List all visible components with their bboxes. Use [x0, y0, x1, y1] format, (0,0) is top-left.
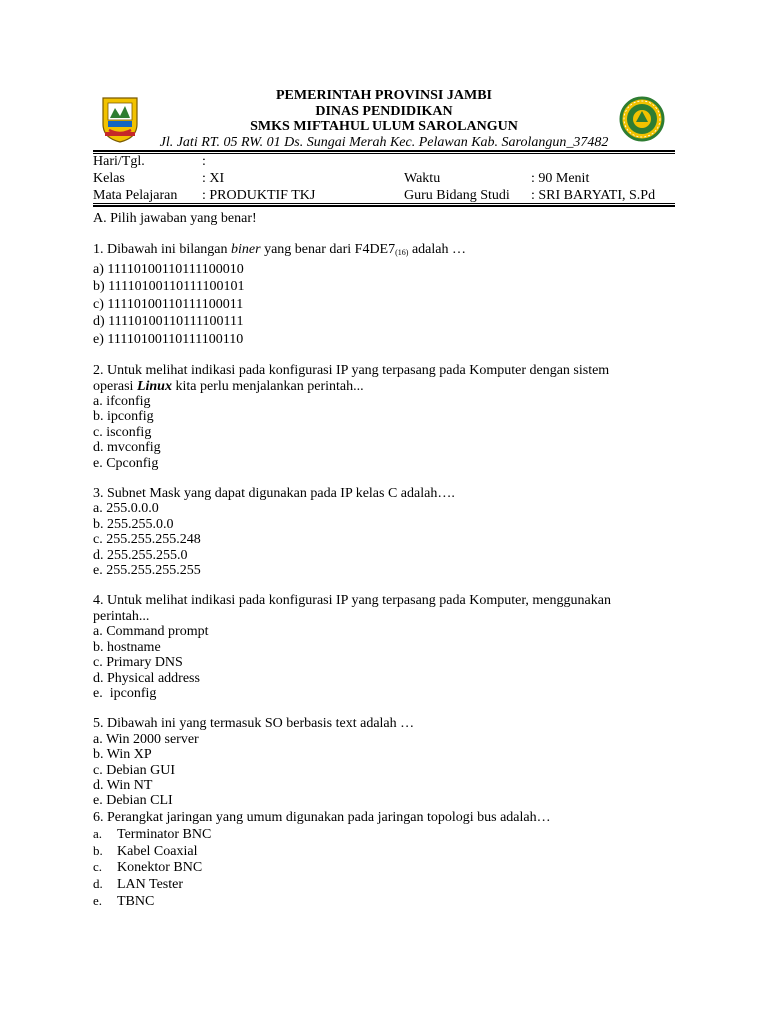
option-5b: b. Win XP	[93, 747, 152, 763]
option-5d: d. Win NT	[93, 778, 153, 794]
option-6e-letter: e.	[93, 893, 103, 908]
option-3a: a. 255.0.0.0	[93, 501, 159, 517]
option-1b: b) 11110100110111100101	[93, 279, 245, 294]
exam-body	[93, 208, 675, 910]
option-2c: c. isconfig	[93, 424, 152, 440]
option-4a: a. Command prompt	[93, 624, 209, 640]
exam-page	[93, 86, 675, 909]
question-1-stem	[93, 242, 675, 261]
subject-label: Mata Pelajaran	[93, 188, 178, 203]
info-rule-thick	[93, 205, 675, 207]
question-4-stem-line2: perintah...	[93, 608, 150, 624]
option-6b	[93, 843, 675, 860]
option-4b: b. hostname	[93, 639, 161, 655]
option-3c: c. 255.255.255.248	[93, 532, 201, 548]
option-2a: a. ifconfig	[93, 394, 151, 409]
header-agency: DINAS PENDIDIKAN	[315, 103, 453, 119]
subject-value: : PRODUKTIF TKJ	[202, 188, 316, 203]
option-3b: b. 255.255.0.0	[93, 516, 174, 532]
header-government: PEMERINTAH PROVINSI JAMBI	[276, 88, 492, 103]
question-5	[93, 716, 675, 808]
header-address: Jl. Jati RT. 05 RW. 01 Ds. Sungai Merah Kec. Pelawan Kab. Sarolangun_37482	[159, 134, 609, 150]
question-5-stem: 5. Dibawah ini yang termasuk SO berbasis text adalah …	[93, 716, 415, 732]
q2-text-pre: operasi	[93, 378, 137, 394]
info-rule-thin	[93, 203, 675, 204]
instruction: A. Pilih jawaban yang benar!	[93, 211, 257, 226]
info-row-class	[93, 170, 675, 187]
header-school: SMKS MIFTAHUL ULUM SAROLANGUN	[250, 119, 518, 134]
option-6d	[93, 876, 675, 893]
question-2-stem-line2	[93, 379, 675, 395]
school-logo-icon	[619, 96, 665, 142]
q2-text-emphasis: Linux	[136, 378, 172, 394]
option-6a	[93, 826, 675, 843]
letterhead	[93, 86, 675, 148]
option-2b: b. ipconfig	[93, 409, 154, 425]
question-1	[93, 242, 675, 348]
option-6c	[93, 859, 675, 876]
option-5a: a. Win 2000 server	[93, 731, 199, 747]
option-5e: e. Debian CLI	[93, 793, 173, 809]
option-6c-letter: c.	[93, 859, 103, 875]
q1-text-mid: yang benar dari F4DE7	[260, 242, 396, 257]
option-6e	[93, 893, 675, 910]
date-value: :	[202, 154, 206, 169]
option-1a: a) 11110100110111100010	[93, 261, 244, 277]
teacher-label: Guru Bidang Studi	[404, 188, 510, 203]
option-3e: e. 255.255.255.255	[93, 563, 201, 579]
option-6e-text: TBNC	[117, 894, 155, 909]
option-4e: e. ipconfig	[93, 685, 157, 701]
question-2-stem-line1: 2. Untuk melihat indikasi pada konfigurasi IP yang terpasang pada Komputer dengan sistem	[93, 363, 610, 378]
header-rule-thick	[93, 150, 675, 152]
option-6b-text: Kabel Coaxial	[117, 843, 198, 859]
option-6d-letter: d.	[93, 876, 103, 892]
time-value: : 90 Menit	[531, 171, 590, 186]
q1-base-subscript: (16)	[395, 248, 409, 257]
option-6a-text: Terminator BNC	[117, 826, 212, 842]
q1-text-pre: 1. Dibawah ini bilangan	[93, 242, 232, 257]
option-6b-letter: b.	[93, 842, 103, 858]
class-label: Kelas	[93, 171, 125, 186]
exam-info	[93, 153, 675, 204]
option-6d-text: LAN Tester	[117, 877, 184, 893]
question-3	[93, 486, 675, 578]
question-4	[93, 593, 675, 701]
date-label: Hari/Tgl.	[93, 154, 145, 169]
option-2e: e. Cpconfig	[93, 455, 159, 471]
option-1e: e) 11110100110111100110	[93, 331, 244, 347]
question-3-stem: 3. Subnet Mask yang dapat digunakan pada IP kelas C adalah….	[93, 485, 455, 501]
option-1c: c) 11110100110111100011	[93, 296, 244, 312]
class-value: : XI	[202, 171, 225, 186]
question-2	[93, 363, 675, 471]
option-3d: d. 255.255.255.0	[93, 547, 188, 563]
option-4d: d. Physical address	[93, 670, 200, 686]
option-1d: d) 11110100110111100111	[93, 314, 244, 329]
question-6	[93, 809, 675, 910]
option-4c: c. Primary DNS	[93, 655, 183, 671]
q2-text-post: kita perlu menjalankan perintah...	[171, 378, 364, 394]
q1-text-emphasis: biner	[231, 242, 261, 257]
q1-text-post: adalah …	[408, 242, 466, 257]
question-4-stem-line1: 4. Untuk melihat indikasi pada konfigurasi IP yang terpasang pada Komputer, menggunakan	[93, 593, 611, 609]
letterhead-text	[93, 88, 675, 150]
info-row-subject	[93, 187, 675, 204]
option-5c: c. Debian GUI	[93, 762, 176, 778]
option-6c-text: Konektor BNC	[117, 860, 203, 876]
time-label: Waktu	[404, 171, 441, 186]
option-6a-letter: a.	[93, 825, 103, 841]
info-row-date	[93, 153, 675, 170]
teacher-value: : SRI BARYATI, S.Pd	[531, 188, 656, 203]
question-6-stem: 6. Perangkat jaringan yang umum digunakan pada jaringan topologi bus adalah…	[93, 809, 551, 825]
option-2d: d. mvconfig	[93, 440, 161, 456]
